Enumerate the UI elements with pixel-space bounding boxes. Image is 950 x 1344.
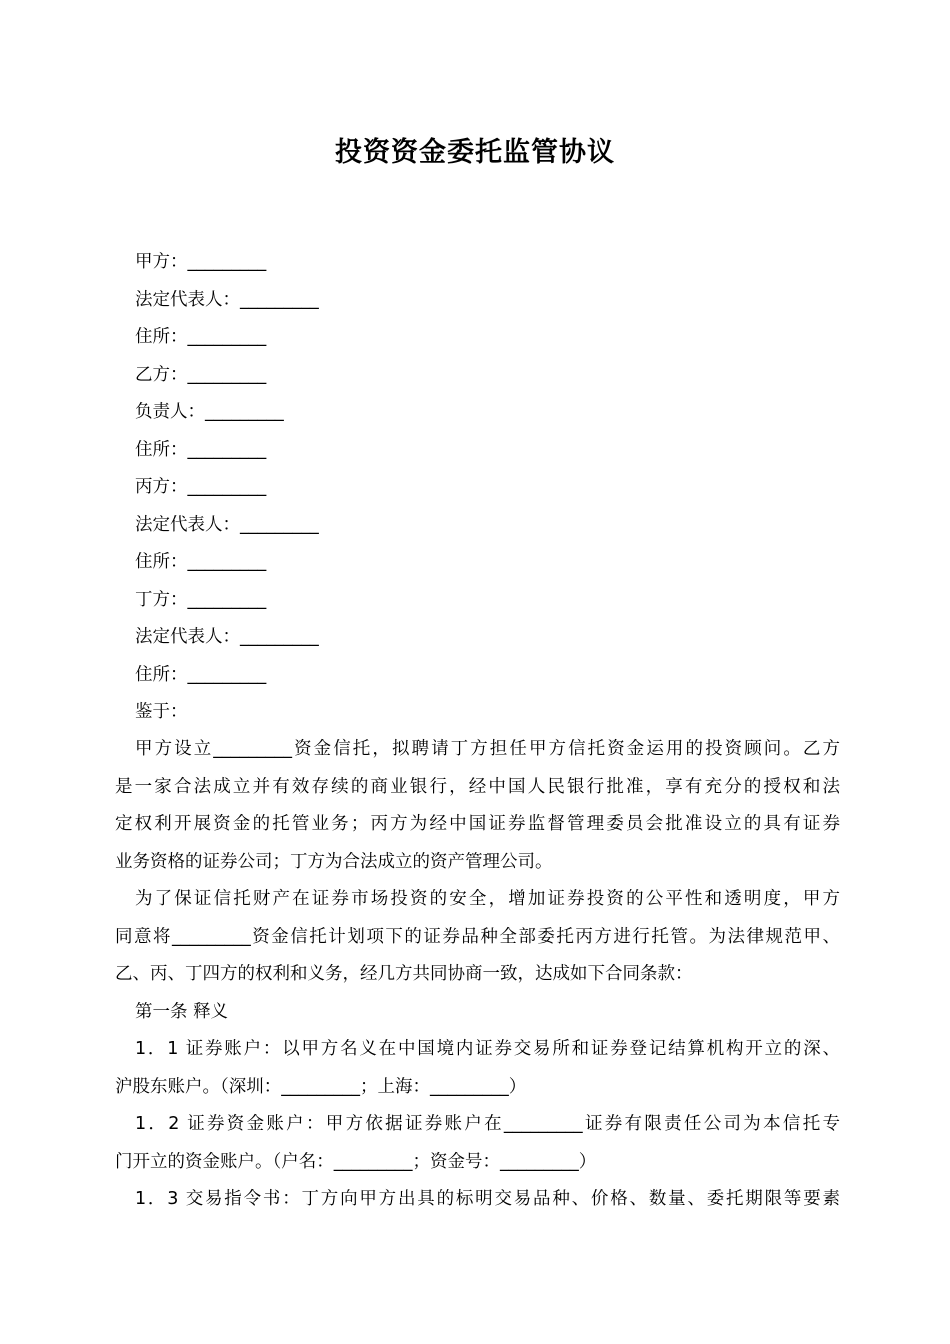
article-heading bbox=[115, 994, 840, 1032]
party-line-party-a: 甲方：_________ bbox=[135, 252, 267, 272]
party-line-party-c-representative: 法定代表人：_________ bbox=[135, 514, 319, 535]
clause-1-1 bbox=[115, 1031, 840, 1106]
paragraph-background bbox=[115, 731, 840, 881]
party-line-party-c-address: 住所：_________ bbox=[135, 552, 267, 572]
document-title: 投资资金委托监管协议 bbox=[335, 137, 615, 168]
text-line: 同意将_________资金信托计划项下的证券品种全部委托丙方进行托管。为法律规范甲、 bbox=[115, 926, 840, 947]
party-line-party-b: 乙方：_________ bbox=[135, 364, 267, 385]
text-line: 甲方设立_________资金信托，拟聘请丁方担任甲方信托资金运用的投资顾问。乙方 bbox=[135, 739, 840, 759]
text-line: 是一家合法成立并有效存续的商业银行，经中国人民银行批准，享有充分的授权和法 bbox=[115, 776, 840, 797]
text-line: 定权利开展资金的托管业务；丙方为经中国证券监督管理委员会批准设立的具有证券 bbox=[115, 814, 840, 834]
party-line-party-b-address: 住所：_________ bbox=[135, 439, 267, 460]
text-line: 1．2 证券资金账户：甲方依据证券账户在_________证券有限责任公司为本信托专 bbox=[135, 1114, 840, 1134]
clause-1-2 bbox=[115, 1106, 840, 1181]
party-line-party-a-address: 住所：_________ bbox=[135, 327, 267, 347]
text-line: 业务资格的证券公司；丁方为合法成立的资产管理公司。 bbox=[115, 851, 553, 872]
party-line-party-d-representative: 法定代表人：_________ bbox=[135, 627, 319, 647]
text-line: 1．1 证券账户：以甲方名义在中国境内证券交易所和证券登记结算机构开立的深、 bbox=[135, 1039, 840, 1059]
party-line-party-d: 丁方：_________ bbox=[135, 589, 267, 610]
whereas-heading: 鉴于： bbox=[135, 702, 188, 722]
text-line: 为了保证信托财产在证券市场投资的安全，增加证券投资的公平性和透明度，甲方 bbox=[135, 889, 840, 909]
clause-1-3 bbox=[115, 1181, 840, 1219]
text-line: 第一条 释义 bbox=[135, 1001, 229, 1022]
party-line-party-b-responsible: 负责人：_________ bbox=[135, 402, 284, 422]
document-body bbox=[115, 731, 840, 1219]
text-line: 沪股东账户。（深圳：_________；上海：_________） bbox=[115, 1076, 527, 1097]
text-line: 乙、丙、丁四方的权利和义务，经几方共同协商一致，达成如下合同条款： bbox=[115, 964, 693, 984]
text-line: 门开立的资金账户。（户名：_________；资金号：_________） bbox=[115, 1151, 597, 1172]
party-line-party-d-address: 住所：_________ bbox=[135, 664, 267, 685]
party-line-party-c: 丙方：_________ bbox=[135, 477, 267, 497]
text-line: 1．3 交易指令书：丁方向甲方出具的标明交易品种、价格、数量、委托期限等要素 bbox=[135, 1189, 840, 1209]
paragraph-purpose bbox=[115, 881, 840, 994]
party-list bbox=[135, 244, 835, 732]
party-line-party-a-representative: 法定代表人：_________ bbox=[135, 289, 319, 310]
